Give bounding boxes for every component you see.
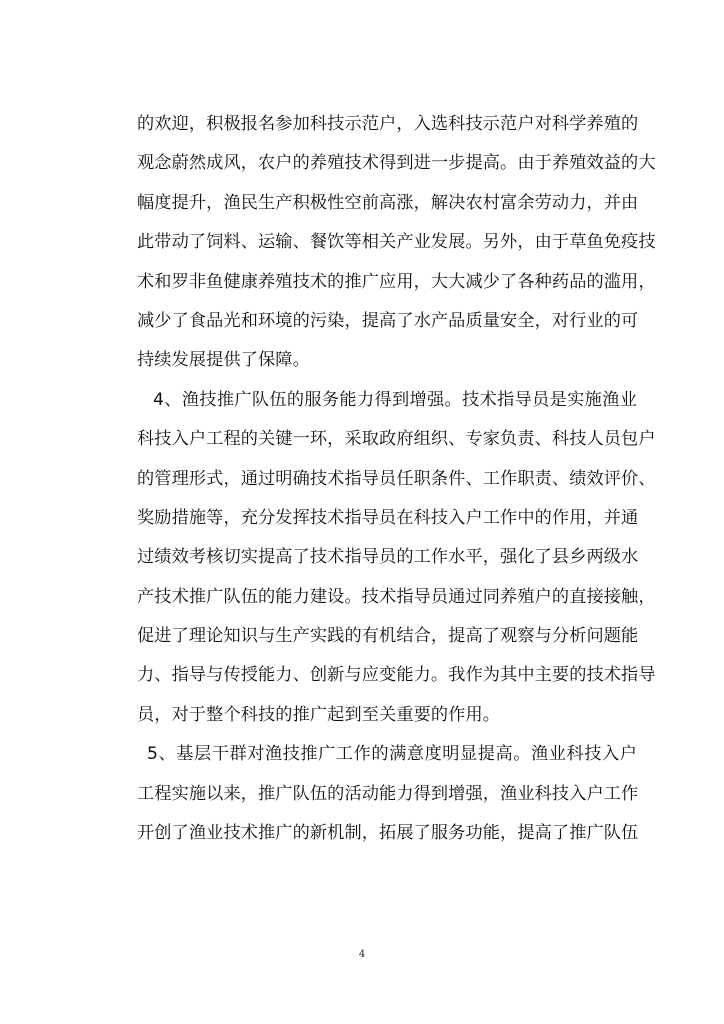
page-number: 4	[358, 949, 366, 960]
text-line: 5、基层干群对渔技推广工作的满意度明显提高。渔业科技入户	[147, 744, 637, 765]
text-line: 开创了渔业技术推广的新机制，拓展了服务功能，提高了推广队伍	[137, 823, 639, 844]
text-line: 术和罗非鱼健康养殖技术的推广应用，大大减少了各种药品的滥用，	[137, 271, 656, 292]
text-line: 员，对于整个科技的推广起到至关重要的作用。	[137, 704, 501, 725]
paragraph-item-4	[137, 381, 656, 736]
body-text	[137, 105, 656, 853]
text-line: 奖励措施等，充分发挥技术指导员在科技入户工作中的作用，并通	[137, 507, 639, 528]
text-line: 力、指导与传授能力、创新与应变能力。我作为其中主要的技术指导	[137, 665, 656, 686]
text-line: 促进了理论知识与生产实践的有机结合，提高了观察与分析问题能	[137, 626, 639, 647]
text-line: 4、渔技推广队伍的服务能力得到增强。技术指导员是实施渔业	[153, 389, 637, 410]
paragraph-item-5	[137, 735, 637, 853]
text-line: 的管理形式，通过明确技术指导员任职条件、工作职责、绩效评价、	[137, 468, 656, 489]
text-line: 工程实施以来，推广队伍的活动能力得到增强，渔业科技入户工作	[137, 783, 639, 804]
paragraph-benefits	[137, 105, 656, 381]
text-line: 科技入户工程的关键一环，采取政府组织、专家负责、科技人员包户	[137, 429, 656, 450]
text-line: 产技术推广队伍的能力建设。技术指导员通过同养殖户的直接接触，	[137, 586, 656, 607]
text-line: 幅度提升，渔民生产积极性空前高涨，解决农村富余劳动力，并由	[137, 192, 639, 213]
text-line: 持续发展提供了保障。	[137, 350, 310, 371]
text-line: 的欢迎，积极报名参加科技示范户，入选科技示范户对科学养殖的	[137, 114, 639, 134]
text-line: 此带动了饲料、运输、餐饮等相关产业发展。另外，由于草鱼免疫技	[137, 232, 656, 253]
text-line: 观念蔚然成风，农户的养殖技术得到进一步提高。由于养殖效益的大	[137, 153, 656, 174]
text-line: 过绩效考核切实提高了技术指导员的工作水平，强化了县乡两级水	[137, 547, 639, 568]
text-line: 减少了食品光和环境的污染，提高了水产品质量安全，对行业的可	[137, 310, 639, 331]
